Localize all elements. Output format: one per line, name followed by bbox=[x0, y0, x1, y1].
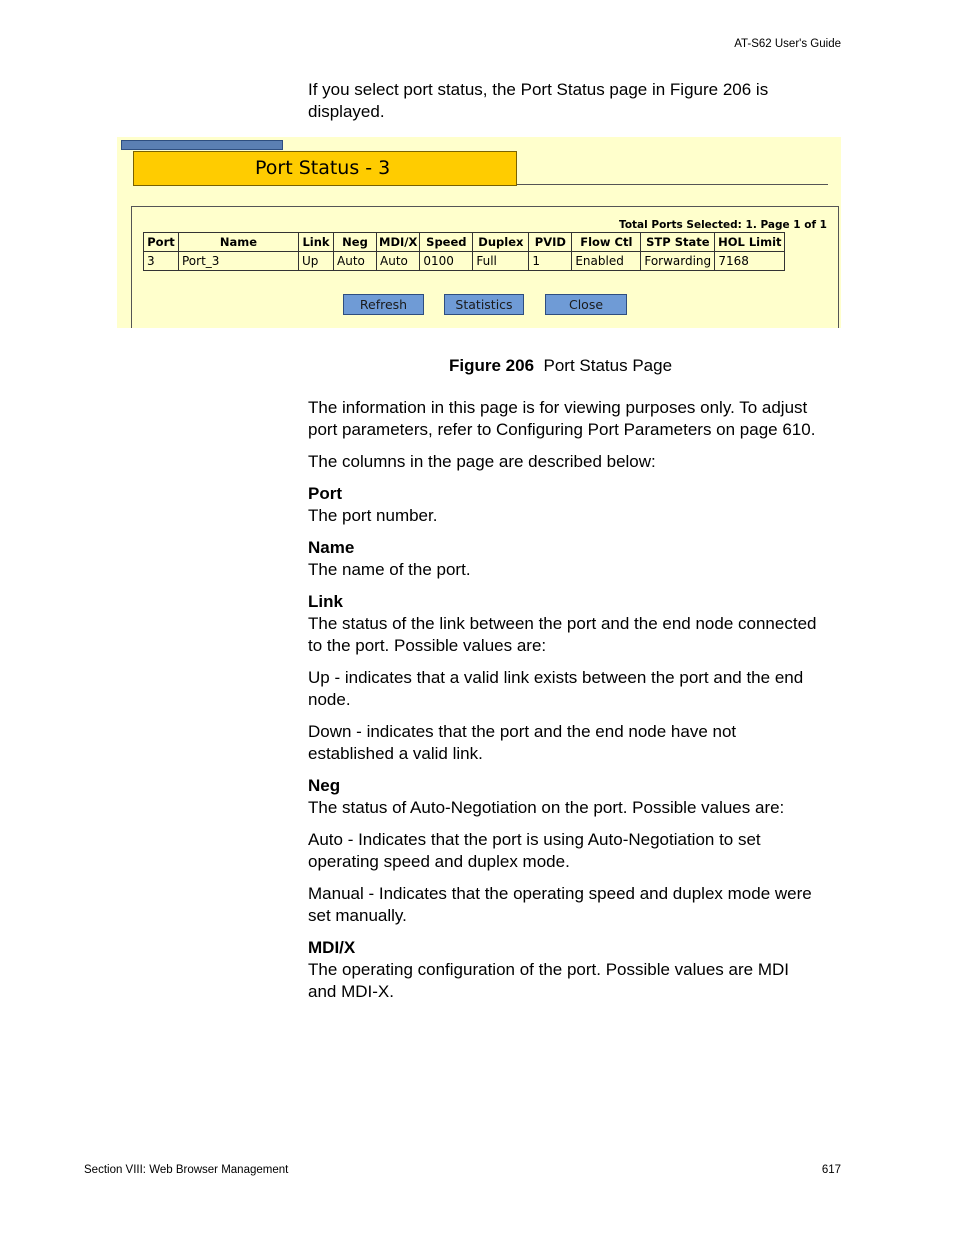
def-neg: The status of Auto-Negotiation on the port. Possible values are: bbox=[308, 798, 785, 817]
term-port: Port bbox=[308, 484, 342, 503]
cell-port: 3 bbox=[144, 252, 179, 271]
close-button[interactable]: Close bbox=[545, 294, 627, 315]
footer-section: Section VIII: Web Browser Management bbox=[84, 1164, 289, 1176]
col-header-flow-ctl: Flow Ctl bbox=[572, 233, 641, 252]
table-header-row bbox=[144, 233, 785, 252]
term-name: Name bbox=[308, 538, 355, 557]
port-status-screenshot bbox=[117, 137, 841, 328]
col-header-speed: Speed bbox=[420, 233, 473, 252]
cell-duplex: Full bbox=[473, 252, 529, 271]
link-up-value: Up - indicates that a valid link exists between the port and the end node. bbox=[308, 668, 804, 709]
table-row[interactable] bbox=[144, 252, 785, 271]
def-mdix: The operating configuration of the port. Possible values are MDI and MDI-X. bbox=[308, 960, 789, 1001]
def-port: The port number. bbox=[308, 506, 438, 525]
cell-name: Port_3 bbox=[179, 252, 299, 271]
col-header-duplex: Duplex bbox=[473, 233, 529, 252]
page-number: 617 bbox=[821, 1164, 841, 1176]
statistics-button[interactable]: Statistics bbox=[444, 294, 524, 315]
term-mdix: MDI/X bbox=[308, 938, 356, 957]
def-name: The name of the port. bbox=[308, 560, 471, 579]
col-header-neg: Neg bbox=[334, 233, 377, 252]
term-link: Link bbox=[308, 592, 343, 611]
cell-link: Up bbox=[299, 252, 334, 271]
col-header-stp-state: STP State bbox=[641, 233, 715, 252]
cell-pvid: 1 bbox=[529, 252, 572, 271]
figure-caption-text: Port Status Page bbox=[543, 356, 673, 375]
info-paragraph: The information in this page is for viewing purposes only. To adjust port parameters, refer to Configuring Port Parameters on page 610. bbox=[308, 398, 816, 439]
col-header-pvid: PVID bbox=[529, 233, 572, 252]
columns-intro: The columns in the page are described below: bbox=[308, 452, 656, 471]
col-header-hol-limit: HOL Limit bbox=[715, 233, 785, 252]
figure-label: Figure 206 bbox=[449, 356, 535, 375]
col-header-port: Port bbox=[144, 233, 179, 252]
intro-paragraph: If you select port status, the Port Status page in Figure 206 is displayed. bbox=[308, 80, 769, 121]
figure-caption bbox=[449, 356, 672, 376]
cell-mdix: Auto bbox=[377, 252, 420, 271]
col-header-link: Link bbox=[299, 233, 334, 252]
guide-title: AT-S62 User's Guide bbox=[734, 38, 841, 50]
col-header-mdix: MDI/X bbox=[377, 233, 420, 252]
neg-auto-value: Auto - Indicates that the port is using Auto-Negotiation to set operating speed and duplex mode. bbox=[308, 830, 761, 871]
cell-flow-ctl: Enabled bbox=[572, 252, 641, 271]
def-link: The status of the link between the port and the end node connected to the port. Possible values are: bbox=[308, 614, 817, 655]
cell-stp-state: Forwarding bbox=[641, 252, 715, 271]
refresh-button[interactable]: Refresh bbox=[343, 294, 424, 315]
port-status-table bbox=[143, 232, 785, 271]
neg-manual-value: Manual - Indicates that the operating speed and duplex mode were set manually. bbox=[308, 884, 812, 925]
link-down-value: Down - indicates that the port and the end node have not established a valid link. bbox=[308, 722, 737, 763]
page-title: Port Status - 3 bbox=[255, 157, 391, 179]
term-neg: Neg bbox=[308, 776, 341, 795]
total-ports-label: Total Ports Selected: 1. Page 1 of 1 bbox=[619, 219, 827, 231]
blue-tab-decoration bbox=[121, 140, 283, 150]
col-header-name: Name bbox=[179, 233, 299, 252]
cell-neg: Auto bbox=[334, 252, 377, 271]
cell-speed: 0100 bbox=[420, 252, 473, 271]
cell-hol-limit: 7168 bbox=[715, 252, 785, 271]
body-content bbox=[308, 397, 818, 1013]
title-rule bbox=[517, 184, 828, 185]
